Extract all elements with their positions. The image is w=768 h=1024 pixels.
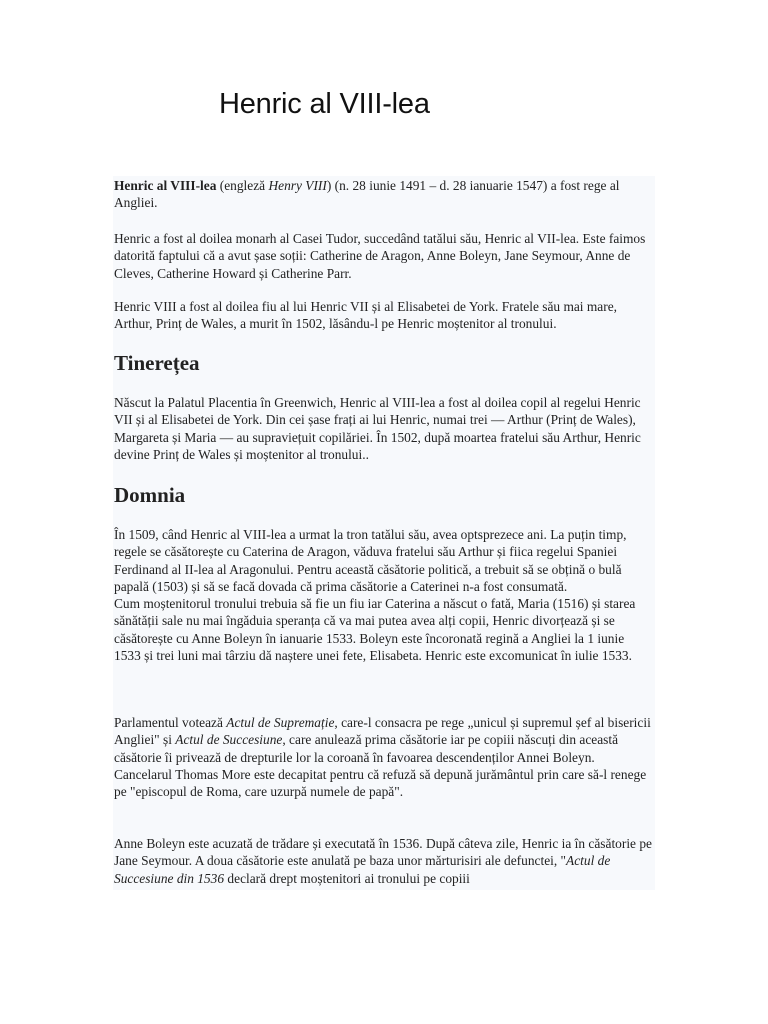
heading-tinerete: Tinerețea: [114, 351, 200, 375]
act-of-supremacy: Actul de Supremație: [226, 715, 335, 730]
intro-italic-name: Henry VIII: [268, 178, 327, 193]
parliament-text-3: , care anulează prima căsătorie iar pe copiii născuți din această căsătorie îi privează de drepturile lor la coroană în favoarea descendenților Annei Boleyn. Cancelarul Thomas More este decapitat pentru că refuză să depună jurământul prin care să-l renege pe "episcopul de Roma, care uzurpă numele de papă".: [114, 732, 647, 800]
paragraph-boleyn: [114, 835, 652, 887]
boleyn-text-2: declară drept moștenitori ai tronului pe copiii: [224, 870, 470, 886]
article-body: [113, 176, 655, 890]
paragraph-reign-part-2: Cum moștenitorul tronului trebuia să fie un fiu iar Caterina a născut o fată, Maria (1516) și starea sănătății sale nu mai îngăduia speranța că va mai putea avea alți copii, Henric divorțează și se căsătorește cu Anne Boleyn în ianuarie 1533. Boleyn este încoronată regină a Angliei la 1 iunie 1533 și trei luni mai târziu dă naștere unei fete, Elisabeta. Henric este excomunicat în iulie 1533.: [114, 596, 636, 664]
paragraph-youth: Născut la Palatul Placentia în Greenwich, Henric al VIII-lea a fost al doilea copil al regelui Henric VII și al Elisabetei de York. Din cei șase frați ai lui Henric, numai trei — Arthur (Prinț de Wales), Margareta și Maria — au supraviețuit copilăriei. În 1502, după moartea fratelui său Arthur, Henric devine Prinț de Wales și moștenitor al tronului..: [114, 395, 641, 462]
boleyn-text-1: Anne Boleyn este acuzată de trădare și executată în 1536. După câteva zile, Henric ia în căsătorie pe Jane Seymour. A doua căsătorie este anulată pe baza unor mărturisiri ale defunctei, ": [114, 836, 652, 869]
paragraph-parliament: [114, 714, 652, 800]
act-of-succession: Actul de Succesiune: [175, 732, 283, 748]
heading-domnia: Domnia: [114, 483, 186, 507]
paragraph-reign: [114, 526, 652, 664]
intro-text-2: ) (n. 28 iunie 1491 – d. 28 ianuarie 1547) a fost rege al Angliei.: [114, 178, 620, 211]
intro-paragraph: [114, 177, 652, 212]
parliament-text-1: Parlamentul votează: [114, 715, 227, 730]
act-of-succession-1536: Actul de Succesiune din 1536: [114, 853, 611, 886]
paragraph-family: Henric VIII a fost al doilea fiu al lui Henric VII și al Elisabetei de York. Fratele său mai mare, Arthur, Prinț de Wales, a murit în 1502, lăsându-l pe Henric moștenitor al tronului.: [114, 299, 617, 332]
page-title: Henric al VIII-lea: [219, 88, 430, 120]
intro-text-1: (engleză: [216, 178, 269, 193]
paragraph-reign-part-1: În 1509, când Henric al VIII-lea a urmat la tron tatălui său, avea optsprezece ani. La puțin timp, regele se căsătorește cu Caterina de Aragon, văduva fratelui său Arthur și fiica regelui Spaniei Ferdinand al II-lea al Aragonului. Pentru această căsătorie politică, a trebuit să se obțină o bulă papală (1503) și să se facă dovada că prima căsătorie a Caterinei n-a fost consumată.: [114, 527, 627, 594]
parliament-text-2: , care-l consacra pe rege „unicul și supremul șef al bisericii Angliei" și: [114, 715, 651, 748]
paragraph-tudor: Henric a fost al doilea monarh al Casei Tudor, succedând tatălui său, Henric al VII-lea. Este faimos datorită faptului că a avut șase soții: Catherine de Aragon, Anne Boleyn, Jane Seymour, Anne de Cleves, Catherine Howard și Catherine Parr.: [114, 231, 646, 281]
intro-bold-name: Henric al VIII-lea: [114, 178, 217, 193]
